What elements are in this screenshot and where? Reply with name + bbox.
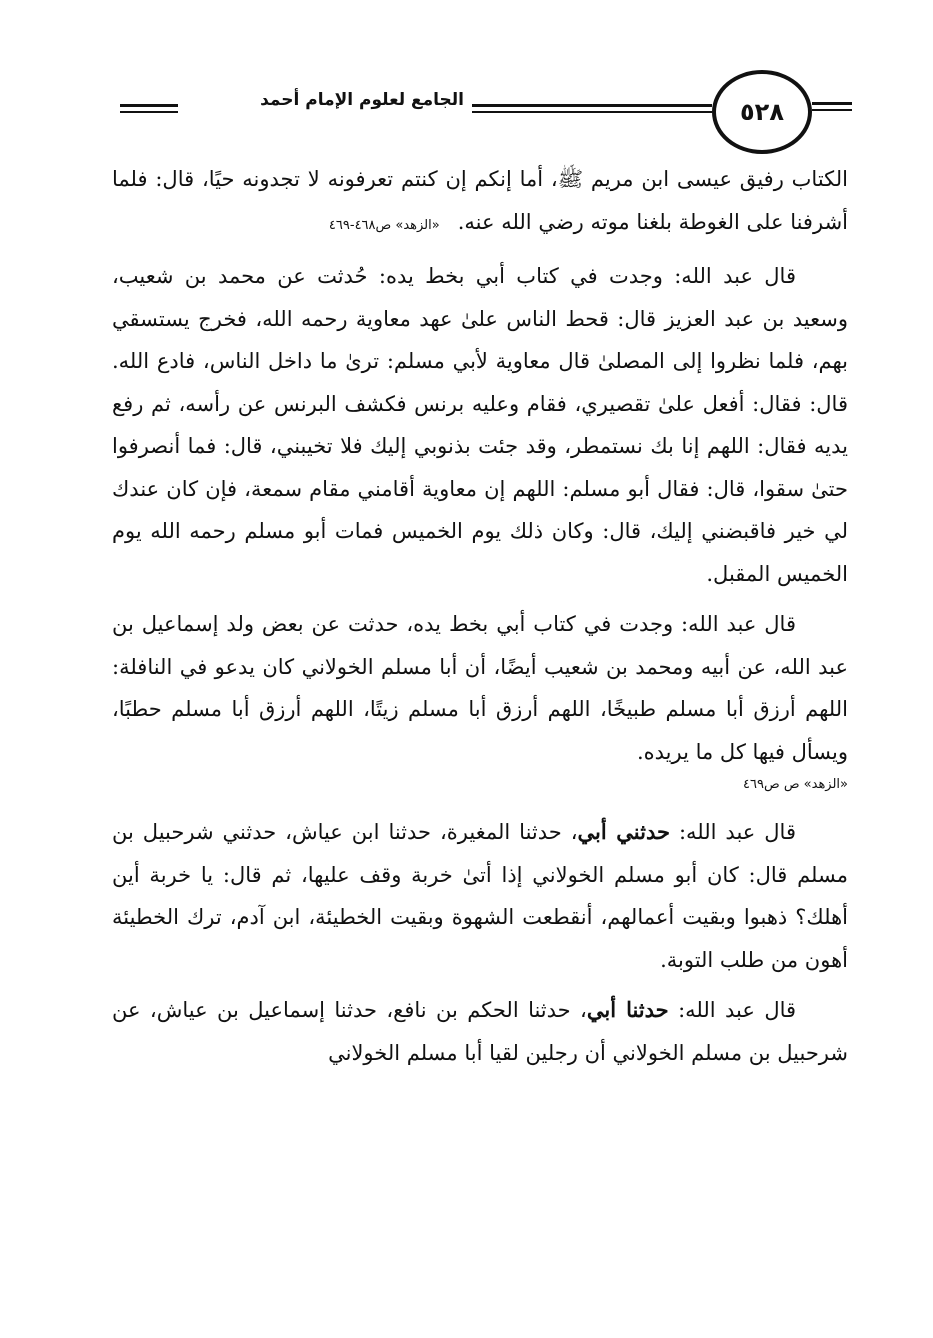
page-number: ٥٢٨ — [740, 98, 784, 126]
paragraph-5-rest: ، حدثنا الحكم بن نافع، حدثنا إسماعيل بن عياش، عن شرحبيل بن مسلم الخولاني أن رجلين لقيا أبا مسلم الخولاني — [112, 998, 848, 1065]
page-header — [112, 70, 852, 150]
paragraph-4-rest: ، حدثنا المغيرة، حدثنا ابن عياش، حدثني شرحبيل بن مسلم قال: كان أبو مسلم الخولاني إذا أتىٰ خربة وقف عليها، ثم قال: يا خربة أين أهلك؟ ذهبوا وبقيت أعمالهم، أنقطعت الشهوة وبقيت الخطيئة، ابن آدم، ترك الخطيئة أهون من طلب التوبة. — [112, 820, 848, 972]
paragraph-5 — [112, 989, 848, 1074]
page-number-badge — [712, 70, 812, 154]
paragraph-5-lead: قال عبد الله: — [668, 998, 797, 1022]
paragraph-4 — [112, 811, 848, 981]
header-rule-middle — [472, 104, 712, 113]
running-title: الجامع لعلوم الإمام أحمد — [260, 90, 464, 110]
paragraph-5-bold: حدثنا أبي — [586, 997, 669, 1022]
page-body — [112, 158, 848, 1074]
paragraph-2: قال عبد الله: وجدت في كتاب أبي بخط يده: حُدثت عن محمد بن شعيب، وسعيد بن عبد العزيز قال: قحط الناس علىٰ عهد معاوية رحمه الله، فخرج يستسقي بهم، فلما نظروا إلى المصلىٰ قال معاوية لأبي مسلم: ترىٰ ما داخل الناس، فادع الله. قال: فقال: أفعل علىٰ تقصيري، فقام وعليه برنس فكشف البرنس عن رأسه، ثم رفع يديه فقال: اللهم إنا بك نستمطر، وقد جئت بذنوبي إليك فلا تخيبني، قال: فما أنصرفوا حتىٰ سقوا، قال: فقال أبو مسلم: اللهم إن معاوية أقامني مقام سمعة، فإن كان عندك لي خير فاقبضني إليك، قال: وكان ذلك يوم الخميس فمات أبو مسلم رحمه الله يوم الخميس المقبل. — [112, 264, 848, 586]
paragraph-4-bold: حدثني أبي — [577, 819, 670, 844]
reference-2: «الزهد» ص ص٤٦٩ — [743, 777, 848, 792]
paragraph-1 — [112, 158, 848, 247]
reference-1: «الزهد» ص٤٦٨-٤٦٩ — [328, 217, 440, 233]
paragraph-4-lead: قال عبد الله: — [669, 820, 796, 844]
reference-2-line — [112, 775, 848, 795]
header-rule-left — [120, 104, 178, 113]
paragraph-3: قال عبد الله: وجدت في كتاب أبي بخط يده، حدثت عن بعض ولد إسماعيل بن عبد الله، عن أبيه ومحمد بن شعيب أيضًا، أن أبا مسلم الخولاني كان يدعو في النافلة: اللهم أرزق أبا مسلم طبيخًا، اللهم أرزق أبا مسلم زيتًا، اللهم أرزق أبا مسلم حطبًا، ويسأل فيها كل ما يريده. — [112, 612, 848, 764]
header-rule-right — [812, 102, 852, 111]
paragraph-1-text: الكتاب رفيق عيسى ابن مريم ﷺ، أما إنكم إن كنتم تعرفونه لا تجدونه حيًا، قال: فلما أشرفنا على الغوطة بلغنا موته رضي الله عنه. — [112, 167, 848, 234]
